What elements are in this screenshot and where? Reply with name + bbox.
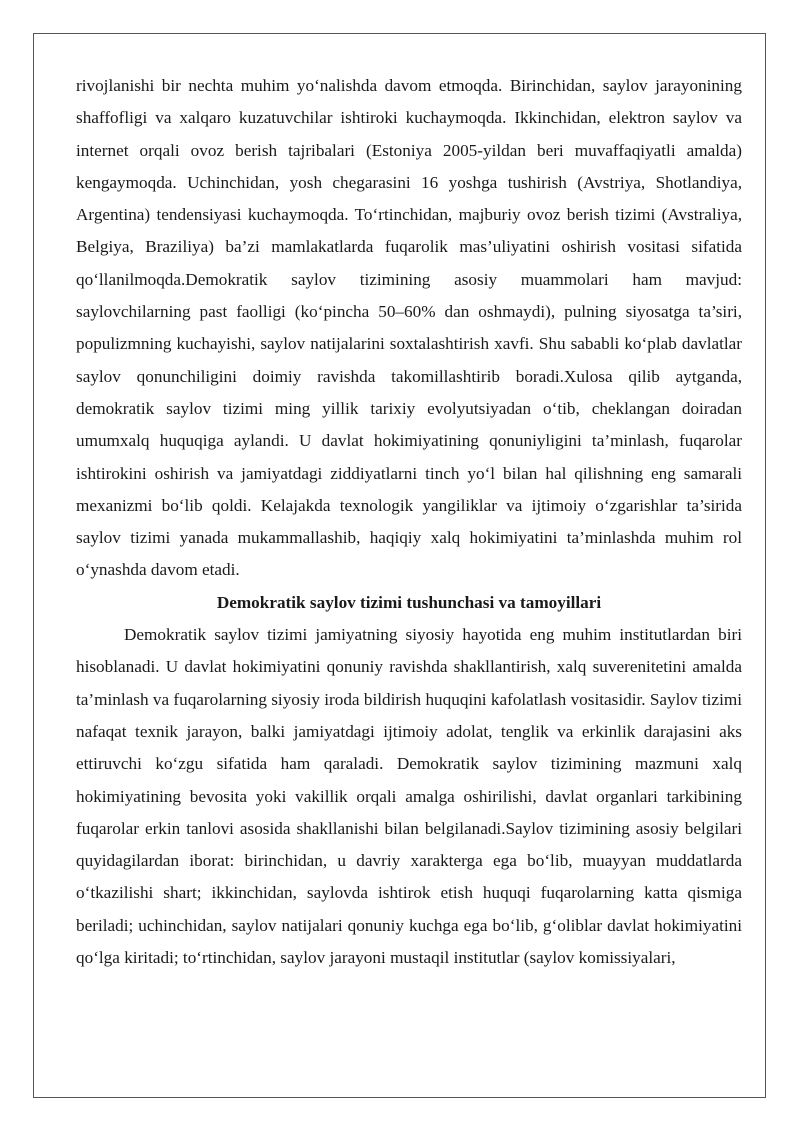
section-heading: Demokratik saylov tizimi tushunchasi va tamoyillari [216,592,602,612]
section-paragraph: Demokratik saylov tizimi jamiyatning siyosiy hayotida eng muhim institutlardan biri hisoblanadi. U davlat hokimiyatini qonuniy ravishda shakllantirish, xalq suverenitetini amalda ta’minlash va fuqarolarning siyosiy iroda bildirish huquqini kafolatlash vositasidir. Saylov tizimi nafaqat texnik jarayon, balki jamiyatdagi ijtimoiy adolat, tenglik va erkinlik darajasini aks ettiruvchi ko‘zgu sifatida ham qaraladi. Demokratik saylov tizimining mazmuni xalq hokimiyatining bevosita yoki vakillik orqali amalga oshirilishi, davlat organlari tarkibining fuqarolar erkin tanlovi asosida shakllanishi bilan belgilanadi.Saylov tizimining asosiy belgilari quyidagilardan iborat: birinchidan, u davriy xarakterga ega bo‘lib, muayyan muddatlarda o‘tkazilishi shart; ikkinchidan, saylovda ishtirok etish huquqi fuqarolarning katta qismiga beriladi; uchinchidan, saylov natijalari qonuniy kuchga ega bo‘lib, g‘oliblar davlat hokimiyatini qo‘lga kiritadi; to‘rtinchidan, saylov jarayoni mustaqil institutlar (saylov komissiyalari, [76,625,742,968]
intro-paragraph: rivojlanishi bir nechta muhim yo‘nalishda davom etmoqda. Birinchidan, saylov jarayonining shaffofligi va xalqaro kuzatuvchilar ishtiroki kuchaymoqda. Ikkinchidan, elektron saylov va internet orqali ovoz berish tajribalari (Estoniya 2005-yildan beri muvaffaqiyatli amalda) kengaymoqda. Uchinchidan, yosh chegarasini 16 yoshga tushirish (Avstriya, Shotlandiya, Argentina) tendensiyasi kuchaymoqda. To‘rtinchidan, majburiy ovoz berish tizimi (Avstraliya, Belgiya, Braziliya) ba’zi mamlakatlarda fuqarolik mas’uliyatini oshirish vositasi sifatida qo‘llanilmoqda.Demokratik saylov tizimining asosiy muammolari ham mavjud: saylovchilarning past faolligi (ko‘pincha 50–60% dan oshmaydi), pulning siyosatga ta’siri, populizmning kuchayishi, saylov natijalarini soxtalashtirish xavfi. Shu sababli ko‘plab davlatlar saylov qonunchiligini doimiy ravishda takomillashtirib boradi.Xulosa qilib aytganda, demokratik saylov tizimi ming yillik tarixiy evolyutsiyadan o‘tib, cheklangan doiradan umumxalq huquqiga aylandi. U davlat hokimiyatining qonuniyligini ta’minlash, fuqarolar ishtirokini oshirish va jamiyatdagi ziddiyatlarni tinch yo‘l bilan hal qilishning eng samarali mexanizmi bo‘lib qoldi. Kelajakda texnologik yangiliklar va ijtimoiy o‘zgarishlar ta’sirida saylov tizimi yanada mukammallashib, haqiqiy xalq hokimiyatini ta’minlashda muhim rol o‘ynashda davom etadi. [76,76,742,580]
document-body [76,70,742,974]
